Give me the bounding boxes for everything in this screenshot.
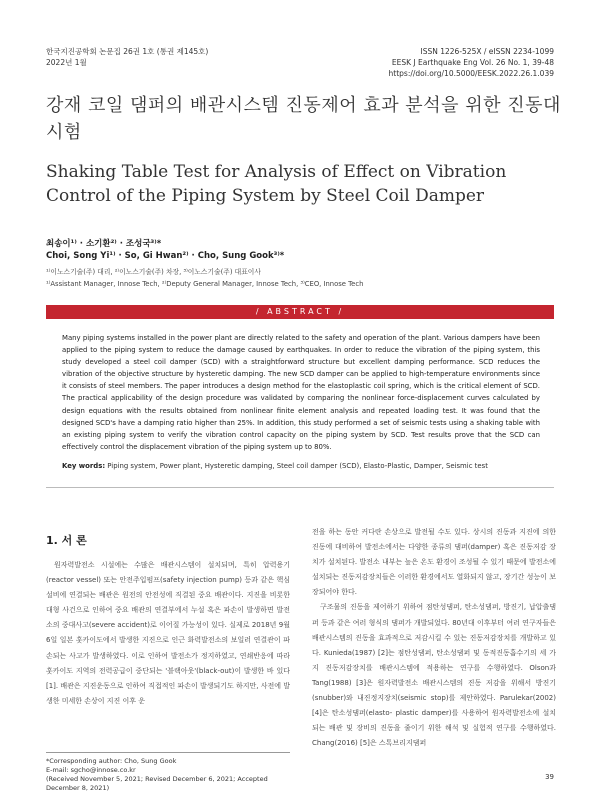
abstract-text: Many piping systems installed in the power plant are directly related to the safety and operation of the plant. Various dampers have been applied to the piping system to reduce the damage caused by earthquakes. In order to reduce the vibration of the piping system, this study developed a steel coil damper (SCD) with a straightforward structure but excellent damping performance. SCD reduces the vibration of the objective structure by hysteretic damping. The new SCD damper can be applied to high-temperature environments since it consists of steel members. The paper introduces a design method for the elastoplastic coil spring, which is the critical element of SCD. The practical applicability of the design procedure was validated by comparing the nonlinear force-displacement curves calculated by design equations with the results obtained from nonlinear finite element analysis and repeated loading test. It was found that the designed SCD's have a damping ratio higher than 25%. In addition, this study performed a set of seismic tests using a shaking table with an existing piping system to verify the vibration control capacity on the piping system by SCD. Test results prove that the SCD can effectively control the displacement vibration of the piping system up to 80%. bbox=[62, 334, 540, 451]
affiliation-english: ¹⁾Assistant Manager, Innose Tech, ²⁾Deputy General Manager, Innose Tech, ³⁾CEO, Innose Tech bbox=[46, 280, 364, 288]
page-number: 39 bbox=[545, 773, 554, 781]
keywords bbox=[62, 462, 540, 470]
journal-header-left bbox=[46, 46, 208, 68]
body-column-right bbox=[312, 525, 556, 751]
corresponding-author: *Corresponding author: Cho, Sung Gook bbox=[46, 757, 177, 765]
section-divider bbox=[46, 487, 554, 488]
journal-header-right bbox=[389, 46, 554, 79]
received-dates: (Received November 5, 2021; Revised December 6, 2021; Accepted December 8, 2021) bbox=[46, 775, 268, 792]
section-heading-introduction: 1. 서 론 bbox=[46, 534, 87, 547]
journal-date-ko: 2022년 1월 bbox=[46, 58, 87, 67]
body-paragraph: 원자력발전소 시설에는 수많은 배관시스템이 설치되며, 특히 압력용기(reactor vessel) 또는 안전주입펌프(safety injection pump) 등과 같은 핵심 설비에 연결되는 배관은 원전의 안전성에 직결된 중요 배관이다. 지진을 비롯한 대형 사건으로 인하여 중요 배관의 연결부에서 누설 혹은 파손이 발생하면 발전소의 중대사고(severe accident)로 이어질 가능성이 있다. 실제로 2018년 9월 6일 일본 훗카이도에서 발생한 지진으로 인근 화력발전소의 보일러 연결관이 파손되는 사고가 발생하였다. 이로 인하여 발전소가 정지하였고, 연쇄반응에 따라 훗카이도 지역의 전력공급이 중단되는 '블랙아웃'(black-out)이 발생한 바 있다 [1]. 배관은 지진운동으로 인하여 직접적인 파손이 발생되기도 하지만, 사전에 발생한 미세한 손상이 지진 이후 운 bbox=[46, 561, 291, 705]
corresponding-author-note bbox=[46, 757, 290, 793]
journal-name-ko: 한국지진공학회 논문집 26권 1호 (통권 제145호) bbox=[46, 47, 209, 56]
doi-link[interactable]: https://doi.org/10.5000/EESK.2022.26.1.039 bbox=[388, 69, 554, 78]
author-email[interactable]: E-mail: sgcho@innose.co.kr bbox=[46, 766, 136, 774]
title-english: Shaking Table Test for Analysis of Effect on Vibration Control of the Piping System by Steel Coil Damper bbox=[46, 162, 507, 206]
body-paragraph: 전을 하는 동안 커다란 손상으로 발전될 수도 있다. 상시의 진동과 지진에 의한 진동에 대비하여 발전소에서는 다양한 종류의 댐퍼(damper) 혹은 진동저감 장치가 설치된다. 발전소 내부는 높은 온도 환경이 조성될 수 있기 때문에 발전소에 설치되는 진동저감장치들은 이러한 환경에서도 열화되지 않고, 장기간 성능이 보장되어야 한다. bbox=[312, 528, 556, 597]
keywords-label: Key words: bbox=[62, 462, 106, 470]
authors-english: Choi, Song Yi¹⁾ · So, Gi Hwan²⁾ · Cho, Sung Gook³⁾* bbox=[46, 251, 285, 261]
issn: ISSN 1226-525X / eISSN 2234-1099 bbox=[420, 47, 554, 56]
footnote-rule bbox=[46, 752, 290, 753]
keywords-list: Piping system, Power plant, Hysteretic damping, Steel coil damper (SCD), Elasto-Plastic, Damper, Seismic test bbox=[107, 462, 488, 470]
affiliation-korean: ¹⁾이노스기술(주) 대리, ²⁾이노스기술(주) 차장, ³⁾이노스기술(주) 대표이사 bbox=[46, 268, 261, 276]
authors-korean: 최송이¹⁾ · 소기환²⁾ · 조성국³⁾* bbox=[46, 239, 162, 249]
abstract-label: / ABSTRACT / bbox=[255, 307, 345, 316]
title-korean: 강재 코일 댐퍼의 배관시스템 진동제어 효과 분석을 위한 진동대시험 bbox=[46, 95, 561, 143]
body-column-left bbox=[46, 558, 290, 709]
body-paragraph: 구조물의 진동을 제어하기 위하여 점탄성댐퍼, 탄소성댐퍼, 방진기, 납압출댐퍼 등과 같은 여러 형식의 댐퍼가 개발되었다. 80년대 이후부터 여러 연구자들은 배관시스템의 진동을 효과적으로 저감시킬 수 있는 진동저감장치를 개발하고 있다. Kunieda(1987) [2]는 점탄성댐퍼, 탄소성댐퍼 및 동적진동흡수기의 세 가지 진동저감장치를 배관시스템에 적용하는 연구를 수행하였다. Olson과 Tang(1988) [3]은 원자력발전소 배관시스템의 진동 저감을 위해서 방진기(snubber)와 내진정지장치(seismic stop)를 제안하였다. Parulekar(2002) [4]은 탄소성댐퍼(elasto- plastic damper)를 사용하여 원자력발전소에 설치되는 배관 및 장비의 진동을 줄이기 위한 해석 및 실험적 연구를 수행하였다. Chang(2016) [5]은 스톡브리지댐퍼 bbox=[312, 603, 556, 748]
journal-name-en: EESK J Earthquake Eng Vol. 26 No. 1, 39-48 bbox=[391, 58, 554, 67]
